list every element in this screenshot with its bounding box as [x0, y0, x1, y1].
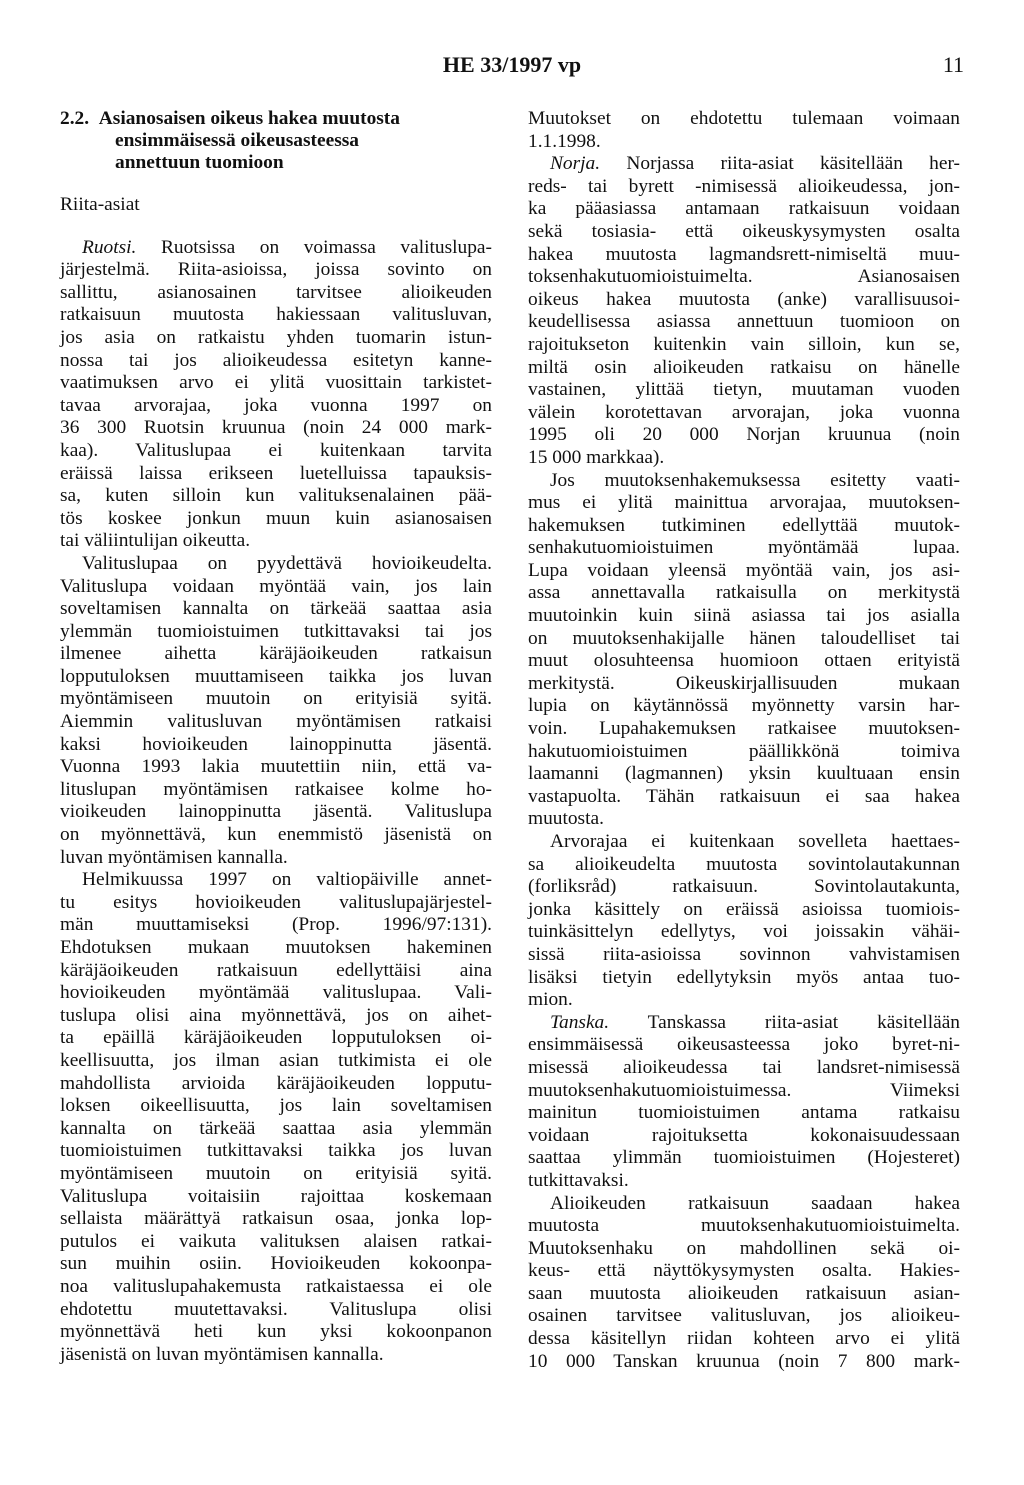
text-line: 10 000 Tanskan kruunua (noin 7 800 mark- — [528, 1350, 960, 1372]
text-line: myönnettävä heti kun yksi kokoonpanon — [60, 1321, 492, 1343]
text-line: soveltamisen kannalta on tärkeää saattaa asia — [60, 598, 492, 620]
section-heading — [60, 108, 492, 174]
text-line: vaatimuksen arvo ei ylitä vuosittain tarkistet- — [60, 372, 492, 394]
text-line: misessä alioikeudessa tai landsret-nimisessä — [528, 1056, 960, 1078]
page-number: 11 — [942, 52, 964, 77]
text-line: Lupa voidaan yleensä myöntää vain, jos asi- — [528, 559, 960, 581]
text-line: sellaista määrättyä ratkaisun osaa, jonka lop- — [60, 1208, 492, 1230]
text-line: vioikeuden lainoppinutta jäsentä. Valituslupa — [60, 801, 492, 823]
text-line: Arvorajaa ei kuitenkaan sovelleta haettaes- — [550, 831, 960, 852]
text-line: assa annettavalla ratkaisulla on merkitystä — [528, 582, 960, 604]
text-line: män muuttamiseksi (Prop. 1996/97:131). — [60, 914, 492, 936]
section-title-line: annettuun tuomioon — [115, 152, 284, 173]
text-line: Ruotsissa on voimassa valituslupa- — [160, 236, 492, 258]
text-line: on muutoksenhakijalle hänen taloudelliset tai — [528, 627, 960, 649]
section-title-line: ensimmäisessä oikeusasteessa — [115, 130, 360, 151]
text-line: ta epäillä käräjäoikeuden lopputuloksen oi- — [60, 1027, 492, 1049]
text-line: keus- että näyttökysymysten osalta. Hakies- — [528, 1260, 960, 1282]
paragraph — [528, 1193, 960, 1374]
text-line: muutosta muutoksenhakutuomioistuimelta. — [528, 1215, 960, 1237]
text-line: lupia on käytännössä myönnetty varsin har- — [528, 695, 960, 717]
subheading-text: Riita-asiat — [60, 194, 140, 215]
text-line: hakea muutosta lagmandsrett-nimiseltä muu- — [528, 243, 960, 265]
subheading — [60, 194, 492, 217]
text-line: ehdotettu muutettavaksi. Valituslupa olisi — [60, 1298, 492, 1320]
text-line: 36 300 Ruotsin kruunua (noin 24 000 mark- — [60, 417, 492, 439]
text-line: putulos ei vaikuta valituksen alaisen ratkai- — [60, 1230, 492, 1252]
paragraph — [60, 553, 492, 869]
text-line: tuomioistuimen tutkittavaksi taikka jos luvan — [60, 1140, 492, 1162]
text-line: hakemuksen tutkiminen edellyttää muutok- — [528, 514, 960, 536]
text-line: tavaa arvorajaa, joka vuonna 1997 on — [60, 394, 492, 416]
country-label: Tanska. — [550, 1011, 610, 1033]
text-line: lopputuloksen muuttamiseen taikka jos luvan — [60, 665, 492, 687]
paragraph-body — [528, 1034, 960, 1192]
text-line: Aiemmin valitusluvan myöntämisen ratkaisi — [60, 711, 492, 733]
text-line: hovioikeuden myöntämää valituslupaa. Vali- — [60, 982, 492, 1004]
text-line: tai väliintulijan oikeutta. — [60, 530, 251, 552]
paragraph-body — [60, 259, 492, 553]
text-line: jos asia on ratkaistu yhden tuomarin istun- — [60, 326, 492, 348]
text-line: sallittu, asianosainen tarvitsee alioikeuden — [60, 281, 492, 303]
text-line: 15 000 markkaa). — [528, 446, 665, 468]
text-line: lisäksi tietyin edellytyksin myös antaa tuo- — [528, 966, 960, 988]
page-title: HE 33/1997 vp — [442, 52, 582, 77]
text-line: myöntämiseen muutoin on erityisiä syitä. — [60, 688, 492, 710]
paragraph — [60, 237, 492, 553]
text-line: reds- tai byrett -nimisessä alioikeudessa, jon- — [528, 175, 960, 197]
text-line: vastainen, ylittää tietyn, muutaman vuoden — [528, 379, 960, 401]
text-line: miltä osin alioikeuden ratkaisu on hänelle — [528, 356, 960, 378]
text-line: käräjäoikeuden ratkaisuun edellyttäisi aina — [60, 959, 492, 981]
text-line: tuinkäsittelyn edellytys, voi joissakin vähäi- — [528, 921, 960, 943]
text-line: ylemmän tuomioistuimen tutkittavaksi tai jos — [60, 620, 492, 642]
text-line: voidaan rajoituksetta kokonaisuudessaan — [528, 1124, 960, 1146]
text-line: mion. — [528, 989, 573, 1011]
right-column — [528, 108, 960, 1373]
text-line: sissä riita-asioissa sovinnon vahvistamisen — [528, 943, 960, 965]
text-line: lituslupan myöntämisen ratkaisee kolme ho- — [60, 778, 492, 800]
text-line: tös koskee jonkun muun kuin asianosaisen — [60, 507, 492, 529]
text-line: sa alioikeudelta muutosta sovintolautakunnan — [528, 853, 960, 875]
text-line: sekä tosiasia- että oikeuskysymysten osalta — [528, 220, 960, 242]
text-line: toksenhakutuomioistuimelta. Asianosaisen — [528, 266, 960, 288]
text-line: luvan myöntämisen kannalla. — [60, 846, 288, 868]
text-line: noa valituslupahakemusta ratkaistaessa ei ole — [60, 1275, 492, 1297]
text-line: merkitystä. Oikeuskirjallisuuden mukaan — [528, 672, 960, 694]
text-line: voin. Lupahakemuksen ratkaisee muutoksen- — [528, 718, 960, 740]
text-line: tutkittavaksi. — [528, 1169, 629, 1191]
text-line: Valituslupa voitaisiin rajoittaa koskemaan — [60, 1185, 492, 1207]
text-line: kaksi hovioikeuden lainoppinutta jäsentä. — [60, 733, 492, 755]
section-number: 2.2. — [60, 108, 90, 129]
paragraph — [528, 1012, 960, 1193]
text-line: kaa). Valituslupaa ei kuitenkaan tarvita — [60, 439, 492, 461]
text-line: saan muutosta alioikeuden ratkaisuun asian- — [528, 1282, 960, 1304]
text-line: Muutoksenhaku on mahdollinen sekä oi- — [528, 1237, 960, 1259]
text-line: Ehdotuksen mukaan muutoksen hakeminen — [60, 937, 492, 958]
text-line: loksen oikeellisuutta, jos lain soveltamisen — [60, 1095, 492, 1117]
text-line: myöntämiseen muutoin on erityisiä syitä. — [60, 1162, 492, 1184]
text-line: muutoinkin kuin siinä asiassa tai jos asialla — [528, 605, 960, 627]
text-line: 1.1.1998. — [528, 130, 601, 152]
text-line: Vuonna 1993 lakia muutettiin niin, että va- — [60, 756, 492, 778]
text-line: Norjassa riita-asiat käsitellään her- — [626, 153, 960, 175]
text-line: (forliksråd) ratkaisuun. Sovintolautakunta, — [528, 876, 960, 898]
text-line: järjestelmä. Riita-asioissa, joissa sovinto on — [60, 259, 492, 281]
text-line: dessa käsitellyn riidan kohteen arvo ei ylitä — [528, 1328, 960, 1350]
text-line: välein korotettavan arvorajan, joka vuonna — [528, 401, 960, 423]
text-line: jonka käsittely on eräissä asioissa tuomiois- — [528, 898, 960, 920]
text-line: Valituslupaa on pyydettävä hovioikeudelta. — [82, 552, 492, 574]
paragraph — [528, 153, 960, 469]
text-line: rajoitukseton kuitenkin vain silloin, kun se, — [528, 333, 960, 355]
text-line: saattaa ylimmän tuomioistuimen (Hojesteret) — [528, 1147, 960, 1169]
text-line: 1995 oli 20 000 Norjan kruunua (noin — [528, 424, 960, 446]
text-line: tu esitys hovioikeuden valituslupajärjestel- — [60, 891, 492, 913]
text-line: kannalta on tärkeää saattaa asia ylemmän — [60, 1117, 492, 1139]
text-line: Muutokset on ehdotettu tulemaan voimaan — [528, 108, 960, 129]
country-label: Ruotsi. — [82, 236, 137, 258]
text-line: Jos muutoksenhakemuksessa esitetty vaati- — [550, 469, 960, 491]
text-line: ilmenee aihetta käräjäoikeuden ratkaisun — [60, 643, 492, 665]
text-line: oikeus hakea muutosta (anke) varallisuusoi- — [528, 288, 960, 310]
text-line: ratkaisuun muutosta hakiessaan valitusluvan, — [60, 304, 492, 326]
text-line: ka pääasiassa antamaan ratkaisuun voidaan — [528, 198, 960, 220]
text-line: mahdollista arvioida käräjäoikeuden lopputu- — [60, 1072, 492, 1094]
text-line: Alioikeuden ratkaisuun saadaan hakea — [550, 1192, 960, 1214]
page-header — [0, 52, 1024, 92]
text-line: Valituslupa voidaan myöntää vain, jos lain — [60, 575, 492, 597]
text-line: jäsenistä on luvan myöntämisen kannalla. — [60, 1343, 384, 1365]
text-line: muutosta. — [528, 808, 604, 830]
text-line: keudellisessa asiassa annettuun tuomioon on — [528, 311, 960, 333]
text-line: on myönnettävä, kun enemmistö jäsenistä on — [60, 824, 492, 846]
text-line: eräissä laissa erikseen luetelluissa tapauksis- — [60, 462, 492, 484]
text-line: osainen tarvitsee valitusluvan, jos alioikeu- — [528, 1305, 960, 1327]
text-line: Helmikuussa 1997 on valtiopäiville annet- — [82, 869, 492, 891]
paragraph — [528, 470, 960, 832]
section-title-line: Asianosaisen oikeus hakea muutosta — [98, 108, 400, 129]
text-line: sun muihin osiin. Hovioikeuden kokoonpa- — [60, 1253, 492, 1275]
text-line: mainitun tuomioistuimen antama ratkaisu — [528, 1102, 960, 1124]
paragraph — [60, 869, 492, 1366]
text-line: senhakutuomioistuimen myöntämää lupaa. — [528, 537, 960, 559]
country-label: Norja. — [550, 153, 601, 175]
text-line: tuslupa olisi aina myönnettävä, jos on aihet- — [60, 1004, 492, 1026]
text-line: mus ei ylitä mainittua arvorajaa, muutoksen- — [528, 492, 960, 514]
paragraph-body — [528, 176, 960, 470]
text-line: keellisuutta, jos ilman asian tutkimista ei ole — [60, 1049, 492, 1071]
text-line: ensimmäisessä oikeusasteessa joko byret-ni- — [528, 1034, 960, 1056]
text-line: Tanskassa riita-asiat käsitellään — [647, 1011, 960, 1033]
paragraph — [528, 108, 960, 153]
paragraph — [528, 831, 960, 1012]
text-line: muutoksenhakutuomioistuimessa. Viimeksi — [528, 1079, 960, 1101]
text-line: laamanni (lagmannen) yksin kuultuaan ensin — [528, 763, 960, 785]
text-line: nossa tai jos alioikeudessa esitetyn kanne- — [60, 349, 492, 371]
text-line: hakutuomioistuimen päällikkönä toimiva — [528, 740, 960, 762]
text-line: muut olosuhteensa huomioon ottaen erityistä — [528, 650, 960, 672]
left-column — [60, 108, 492, 1366]
text-line: vastapuolta. Tähän ratkaisuun ei saa hakea — [528, 785, 960, 807]
text-line: sa, kuten silloin kun valituksenalainen pää- — [60, 485, 492, 507]
